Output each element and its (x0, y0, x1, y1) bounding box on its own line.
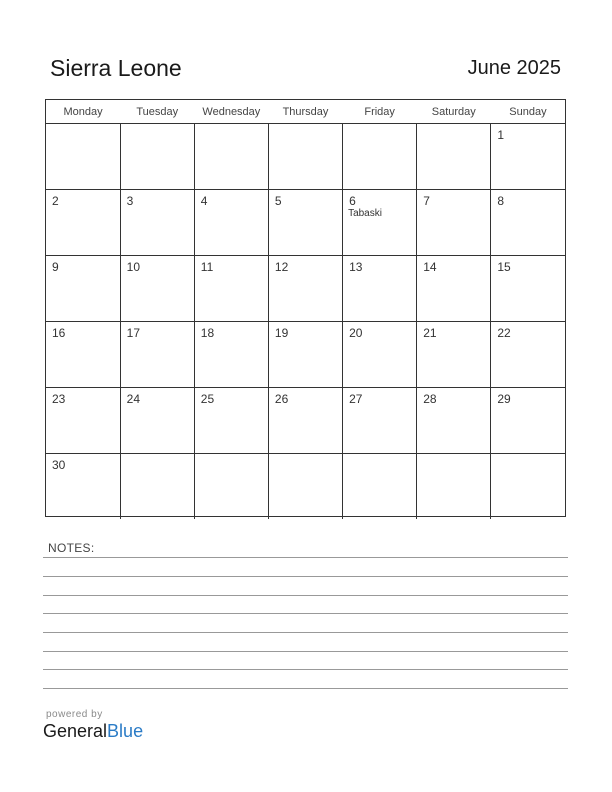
day-cell (120, 322, 194, 388)
day-number: 29 (497, 392, 511, 406)
day-number (195, 454, 268, 458)
day-cell (194, 454, 268, 520)
note-line (43, 595, 568, 596)
day-cell (120, 190, 194, 256)
week-row (46, 124, 565, 190)
day-cell (194, 124, 268, 190)
day-number (491, 454, 565, 458)
calendar-month-year: June 2025 (467, 57, 561, 79)
holiday-label: Tabaski (348, 208, 382, 219)
day-number: 7 (423, 194, 430, 208)
note-line (43, 688, 568, 689)
day-number: 8 (497, 194, 505, 208)
day-cell (120, 124, 194, 190)
day-cell (268, 322, 342, 388)
weekday-saturday: Saturday (417, 100, 491, 124)
note-line (43, 613, 568, 614)
day-number: 1 (497, 128, 505, 142)
week-row (46, 190, 565, 256)
weekday-wednesday: Wednesday (194, 100, 268, 124)
day-number: 18 (200, 326, 215, 340)
day-number: 26 (274, 392, 289, 406)
day-number: 23 (52, 392, 66, 406)
day-cell (194, 322, 268, 388)
note-line (43, 651, 568, 652)
day-cell (46, 454, 120, 520)
day-cell (120, 256, 194, 322)
day-cell (343, 388, 417, 454)
note-line (43, 632, 568, 633)
day-number: 25 (200, 392, 215, 406)
day-cell (491, 124, 565, 190)
day-number (269, 454, 342, 458)
day-cell (46, 388, 120, 454)
day-cell (46, 256, 120, 322)
weekday-header-row (46, 100, 565, 124)
day-cell (491, 190, 565, 256)
day-number: 17 (126, 326, 140, 340)
day-cell (268, 256, 342, 322)
day-cell (268, 388, 342, 454)
day-number: 15 (497, 260, 511, 274)
calendar-country-title: Sierra Leone (50, 55, 182, 81)
day-number: 21 (423, 326, 437, 340)
logo-general-text: General (43, 721, 108, 741)
day-cell (120, 388, 194, 454)
day-cell (194, 190, 268, 256)
day-cell (194, 388, 268, 454)
day-cell (491, 322, 565, 388)
day-number (46, 124, 120, 128)
powered-by-text: powered by (46, 709, 103, 720)
day-cell (268, 454, 342, 520)
weekday-thursday: Thursday (268, 100, 342, 124)
day-number: 5 (274, 194, 282, 208)
day-cell (46, 124, 120, 190)
day-number: 19 (274, 326, 289, 340)
weekday-sunday: Sunday (491, 100, 565, 124)
day-cell (417, 454, 491, 520)
day-number (343, 124, 416, 128)
day-number: 20 (349, 326, 363, 340)
day-number: 12 (274, 260, 289, 274)
note-line (43, 669, 568, 670)
day-number (417, 124, 490, 128)
generalblue-logo[interactable] (43, 721, 143, 742)
day-cell (343, 256, 417, 322)
day-cell (46, 322, 120, 388)
day-cell (194, 256, 268, 322)
week-row (46, 256, 565, 322)
day-number: 4 (200, 194, 208, 208)
day-number: 30 (52, 458, 66, 472)
day-number (269, 124, 342, 128)
week-row (46, 454, 565, 520)
day-cell (417, 124, 491, 190)
weekday-tuesday: Tuesday (120, 100, 194, 124)
logo-blue-text: Blue (107, 721, 144, 741)
day-cell (268, 190, 342, 256)
day-number: 27 (349, 392, 363, 406)
day-number: 3 (126, 194, 134, 208)
note-line (43, 557, 568, 558)
day-number: 14 (423, 260, 437, 274)
day-number (121, 124, 194, 128)
day-number: 10 (126, 260, 140, 274)
day-number: 24 (126, 392, 140, 406)
day-cell (491, 454, 565, 520)
day-cell (491, 256, 565, 322)
day-cell (268, 124, 342, 190)
day-number (121, 454, 194, 458)
day-cell (343, 322, 417, 388)
day-cell (417, 322, 491, 388)
day-cell (491, 388, 565, 454)
day-number (195, 124, 268, 128)
note-line (43, 576, 568, 577)
day-number: 13 (349, 260, 363, 274)
day-number: 6 (349, 194, 356, 208)
day-number: 28 (423, 392, 437, 406)
notes-label: NOTES: (48, 541, 95, 555)
day-number: 16 (52, 326, 66, 340)
day-cell (46, 190, 120, 256)
weekday-friday: Friday (343, 100, 417, 124)
day-number (417, 454, 490, 458)
day-number: 11 (200, 260, 214, 274)
day-cell (343, 124, 417, 190)
calendar-grid (45, 99, 566, 517)
day-cell (343, 190, 417, 256)
day-number: 9 (52, 260, 59, 274)
week-row (46, 388, 565, 454)
weekday-monday: Monday (46, 100, 120, 124)
day-cell (417, 190, 491, 256)
day-cell (343, 454, 417, 520)
day-number (343, 454, 416, 458)
day-number: 22 (497, 326, 511, 340)
day-cell (120, 454, 194, 520)
day-number: 2 (52, 194, 59, 208)
week-row (46, 322, 565, 388)
day-cell (417, 256, 491, 322)
day-cell (417, 388, 491, 454)
